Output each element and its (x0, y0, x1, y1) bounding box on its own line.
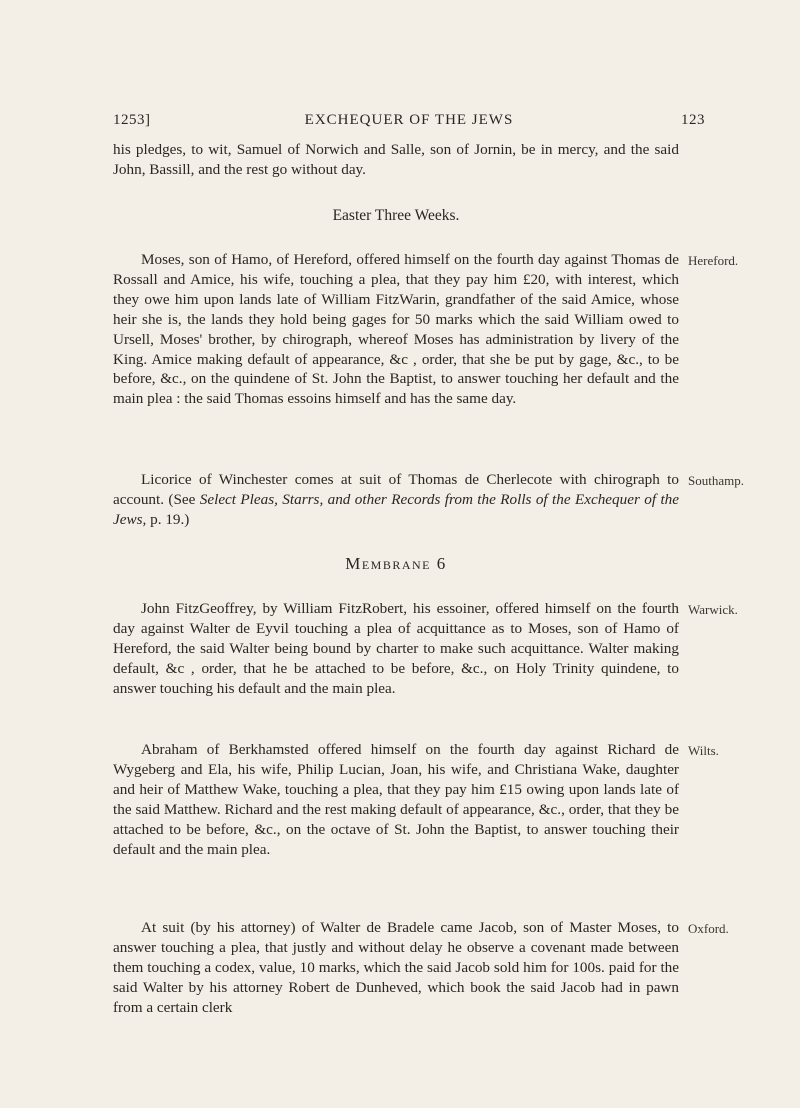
running-head-title: EXCHEQUER OF THE JEWS (304, 112, 514, 128)
paragraph-text: p. 19.) (146, 510, 190, 528)
paragraph-hereford (113, 250, 679, 409)
paragraph-text: Moses, son of Hamo, of Hereford, offered himself on the fourth day against Thomas de Rossall and Amice, his wife, touching a plea, that they pay him £20, with interest, which they owe him upon lands late of William FitzWarin, grandfather of the said Amice, whose heir she is, the lands they hold being gages for 50 marks which the said William owed to Ursell, Moses' brother, by chirograph, whereof Moses has administration by livery of the King. Amice making default of appearance, &c , order, that she be put by gage, &c., to be before, &c., on the quindene of St. John the Baptist, to answer touching her default and the main plea : the said Thomas essoins himself and has the same day. (113, 251, 679, 408)
citation-title: Select Pleas, Starrs, and other Records from the Rolls of the Exchequer of the Jews, (113, 490, 679, 528)
page-number: 123 (681, 112, 705, 128)
paragraph-text: Licorice of Winchester comes at suit of Thomas de Cherlecote with chirograph to account. (See (113, 471, 679, 508)
paragraph-oxford (113, 918, 679, 1018)
running-head-year: 1253] (113, 112, 151, 128)
paragraph-wilts (113, 740, 679, 859)
paragraph-text: At suit (by his attorney) of Walter de Bradele came Jacob, son of Master Moses, to answer touching a plea, that justly and without delay he observe a covenant made between them touching a codex, value, 10 marks, which the said Jacob sold him for 100s. paid for the said Walter by his attorney Robert de Dunheved, which book the said Jacob had in pawn from a certain clerk (113, 919, 679, 1016)
paragraph-text: his pledges, to wit, Samuel of Norwich and Salle, son of Jornin, be in mercy, and the said John, Bassill, and the rest go without day. (113, 141, 679, 178)
paragraph-southampton (113, 470, 679, 530)
margin-note-hereford: Hereford. (688, 253, 739, 268)
margin-note-oxford: Oxford. (688, 921, 729, 936)
margin-note-southampton: Southamp. (688, 473, 744, 488)
paragraph-text: John FitzGeoffrey, by William FitzRobert, his essoiner, offered himself on the fourth day against Walter de Eyvil touching a plea of acquittance as to Moses, son of Hamo of Hereford, the said Walter being bound by charter to make such acquittance. Walter making default, &c , order, that he be attached to be before, &c., on Holy Trinity quindene, to answer touching his default and the main plea. (113, 600, 679, 697)
running-head (113, 112, 705, 134)
margin-note-warwick: Warwick. (688, 602, 738, 617)
margin-note-wilts: Wilts. (688, 743, 719, 758)
paragraph-continuation (113, 140, 679, 180)
section-heading-easter: Easter Three Weeks. (332, 207, 460, 224)
section-heading-membrane: Membrane 6 (345, 554, 447, 573)
paragraph-text: Abraham of Berkhamsted offered himself on the fourth day against Richard de Wygeberg and Ela, his wife, Philip Lucian, Joan, his wife, and Christiana Wake, daughter and heir of Matthew Wake, touching a plea, that they pay him £15 owing upon lands late of the said Matthew. Richard and the rest making default of appearance, &c., order, that they be attached to be before, &c., on the octave of St. John the Baptist, to answer touching their default and the main plea. (113, 741, 679, 858)
paragraph-warwick (113, 599, 679, 699)
